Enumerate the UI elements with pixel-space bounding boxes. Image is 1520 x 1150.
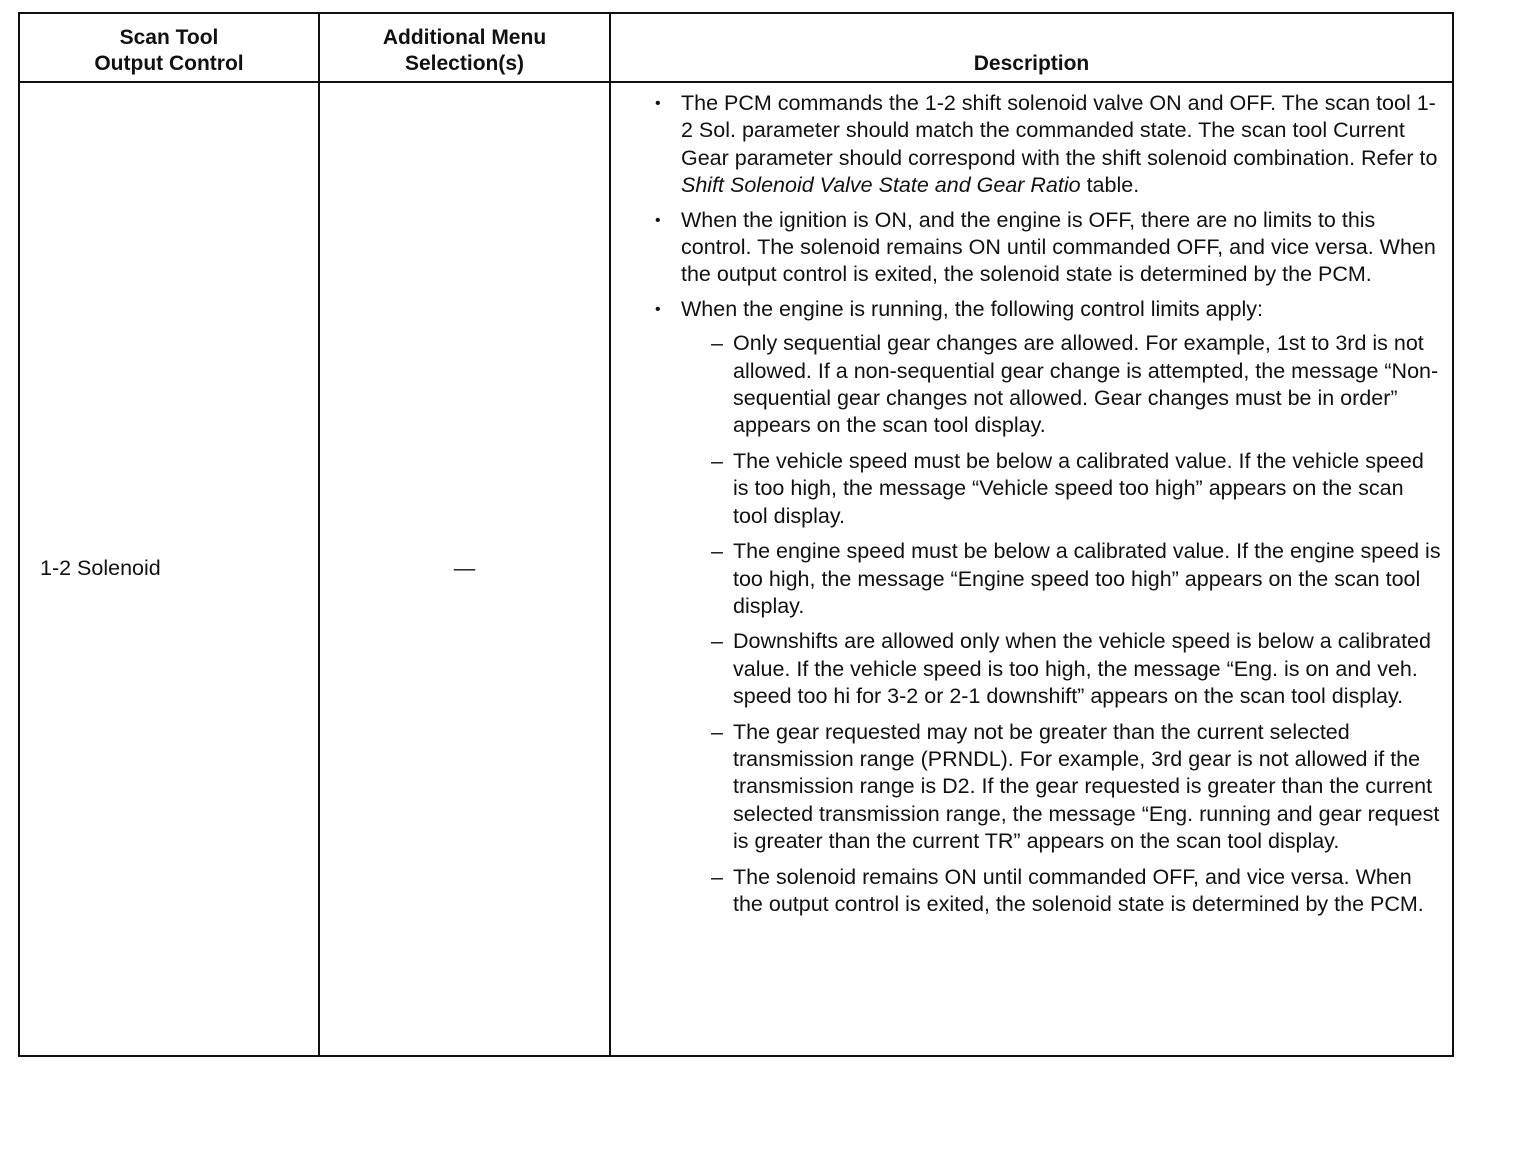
output-control-cell	[19, 82, 319, 1056]
header-row	[19, 13, 1453, 82]
bullet-1-text-end: table.	[1080, 173, 1140, 198]
bullet-icon: •	[655, 95, 661, 112]
description-bullet-3	[651, 296, 1444, 919]
header-description	[610, 13, 1453, 82]
dash-icon: –	[711, 719, 723, 744]
control-limit-text: The engine speed must be below a calibrated value. If the engine speed is too high, the message “Engine speed too high” appears on the scan tool display.	[733, 539, 1441, 618]
bullet-icon: •	[655, 300, 661, 318]
description-cell	[610, 82, 1453, 1056]
control-limit-item	[711, 719, 1444, 856]
control-limit-text: Only sequential gear changes are allowed. For example, 1st to 3rd is not allowed. If a non-sequential gear change is attempted, the message “Non-sequential gear changes not allowed. Gear changes must be in order” appears on the scan tool display.	[733, 331, 1439, 438]
control-limit-item	[711, 448, 1444, 530]
description-bullet-2	[651, 207, 1444, 289]
dash-icon: –	[711, 448, 723, 473]
menu-selection-cell	[319, 82, 610, 1056]
dash-icon: –	[711, 539, 723, 564]
bullet-3-text: When the engine is running, the following control limits apply:	[681, 296, 1264, 321]
bullet-1-text: The PCM commands the 1-2 shift solenoid valve ON and OFF. The scan tool 1-2 Sol. parameter should match the commanded state. The scan tool Current Gear parameter should correspond with the shift solenoid combination. Refer to	[681, 91, 1438, 170]
dash-icon: –	[711, 864, 723, 889]
control-limit-item	[711, 538, 1444, 620]
control-limit-text: The vehicle speed must be below a calibrated value. If the vehicle speed is too high, the message “Vehicle speed too high” appears on the scan tool display.	[733, 448, 1424, 528]
output-control-table	[18, 12, 1454, 1057]
control-limit-text: The solenoid remains ON until commanded OFF, and vice versa. When the output control is exited, the solenoid state is determined by the PCM.	[733, 864, 1424, 916]
control-limit-item	[711, 864, 1444, 919]
header-menu-selection	[319, 13, 610, 82]
control-limit-text: Downshifts are allowed only when the vehicle speed is below a calibrated value. If the vehicle speed is too high, the message “Eng. is on and veh. speed too hi for 3-2 or 2-1 downshift” appears on the scan tool display.	[733, 629, 1431, 709]
description-bullet-list	[651, 90, 1444, 918]
bullet-1-table-reference: Shift Solenoid Valve State and Gear Ratio	[681, 173, 1081, 198]
bullet-2-text: When the ignition is ON, and the engine is OFF, there are no limits to this control. The solenoid remains ON until commanded OFF, and vice versa. When the output control is exited, the solenoid state is determined by the PCM.	[681, 207, 1436, 287]
output-control-value: 1-2 Solenoid	[40, 556, 161, 581]
control-limits-list	[711, 330, 1444, 918]
header-menu-selection-label: Additional Menu Selection(s)	[382, 26, 547, 75]
header-output-control-label: Scan Tool Output Control	[94, 26, 244, 75]
header-description-label: Description	[973, 52, 1090, 75]
bullet-icon: •	[655, 211, 661, 229]
header-output-control	[19, 13, 319, 82]
control-limit-item	[711, 628, 1444, 710]
menu-selection-value: —	[453, 556, 476, 581]
control-limit-item	[711, 330, 1444, 440]
description-bullet-1	[651, 90, 1444, 200]
table-row	[19, 82, 1453, 1056]
control-limit-text: The gear requested may not be greater than the current selected transmission range (PRNDL). For example, 3rd gear is not allowed if the transmission range is D2. If the gear requested is greater than the current selected transmission range, the message “Eng. running and gear request is greater than the current TR” appears on the scan tool display.	[733, 719, 1440, 854]
dash-icon: –	[711, 331, 723, 356]
dash-icon: –	[711, 629, 723, 654]
